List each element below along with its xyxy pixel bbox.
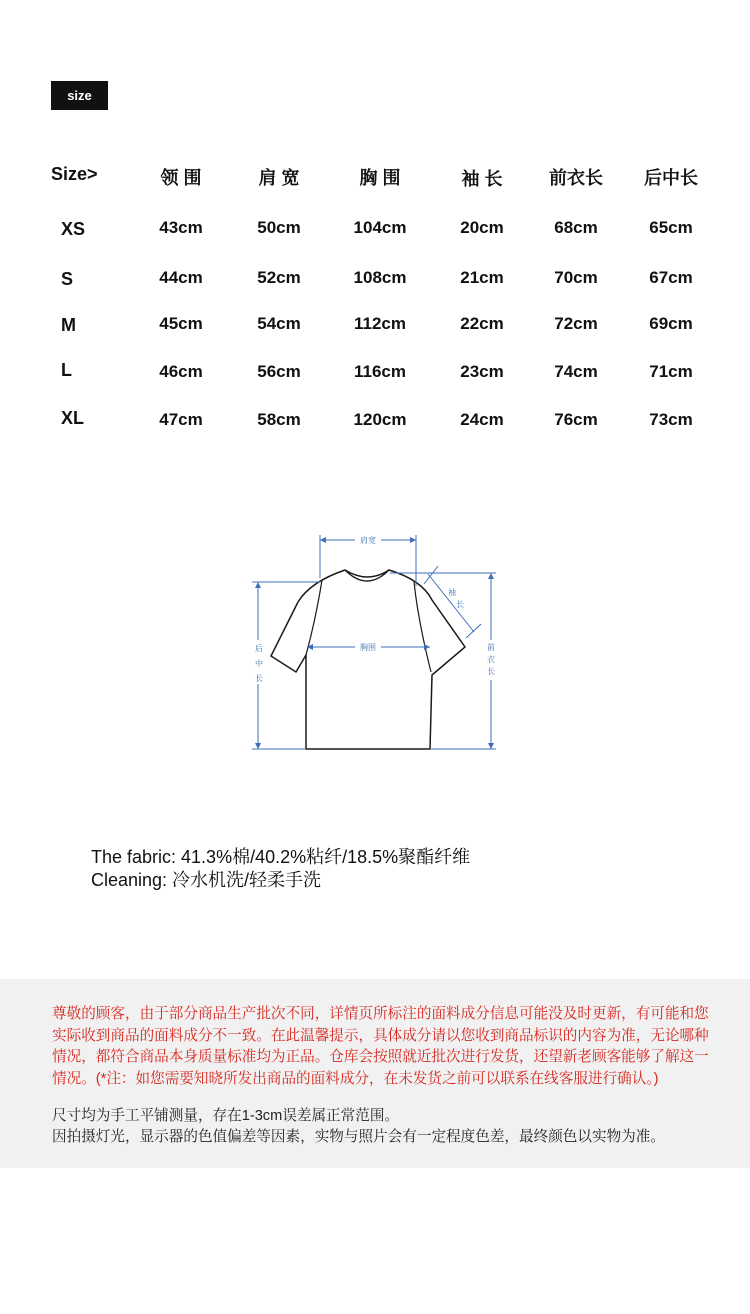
table-row-size: M: [61, 315, 76, 335]
armhole-left: [306, 580, 322, 655]
tshirt-outline: [271, 570, 465, 749]
front-length-label-3: 长: [487, 667, 495, 676]
table-cell: 70cm: [554, 268, 598, 287]
table-cell: 20cm: [460, 218, 504, 237]
cleaning-instructions: Cleaning: 冷水机洗/轻柔手洗: [91, 870, 322, 890]
shoulder-label: 肩宽: [360, 536, 376, 545]
table-row-size: S: [61, 269, 74, 289]
back-length-label-3: 长: [255, 674, 263, 683]
header-shoulder: 肩 宽: [258, 168, 300, 188]
table-cell: 21cm: [460, 268, 504, 287]
table-cell: 69cm: [649, 314, 693, 333]
table-cell: 120cm: [353, 410, 407, 429]
table-cell: 43cm: [159, 218, 203, 237]
table-cell: 68cm: [554, 218, 598, 237]
sleeve-label-1: 袖: [448, 588, 456, 597]
notice-fabric-disclaimer: 尊敬的顾客，由于部分商品生产批次不同，详情页所标注的面料成分信息可能没及时更新，有可能和您实际收到商品的面料成分不一致。在此温馨提示，具体成分请以您收到商品标识的内容为准，无论哪种情况，都符合商品本身质量标准均为正品。仓库会按照就近批次进行发货，还望新老顾客能够了解这一情况。(*注：如您需要知晓所发出商品的面料成分，在未发货之前可以联系在线客服进行确认。): [52, 1006, 709, 1087]
table-cell: 54cm: [257, 314, 301, 333]
table-cell: 56cm: [257, 362, 301, 381]
table-row-size: XS: [61, 219, 86, 239]
armhole-right: [414, 582, 431, 672]
header-sleeve: 袖 长: [461, 169, 503, 189]
table-cell: 23cm: [460, 362, 504, 381]
table-cell: 76cm: [554, 410, 598, 429]
back-length-label-2: 中: [255, 659, 263, 668]
table-cell: 22cm: [460, 314, 504, 333]
table-cell: 71cm: [649, 362, 693, 381]
sleeve-label-2: 长: [456, 600, 464, 609]
header-back-length: 后中长: [644, 168, 698, 188]
tshirt-measurement-diagram: [250, 525, 500, 760]
header-size: Size>: [51, 164, 98, 184]
table-row-size: L: [61, 360, 72, 380]
table-cell: 58cm: [257, 410, 301, 429]
table-row-size: XL: [61, 408, 85, 428]
size-badge: size: [51, 81, 108, 110]
fabric-info: [91, 846, 470, 892]
table-cell: 24cm: [460, 410, 504, 429]
table-cell: 73cm: [649, 410, 693, 429]
table-cell: 104cm: [353, 218, 407, 237]
back-length-label-1: 后: [255, 644, 263, 653]
table-cell: 45cm: [159, 314, 203, 333]
table-cell: 50cm: [257, 218, 301, 237]
customer-notice: [0, 979, 750, 1168]
table-cell: 52cm: [257, 268, 301, 287]
table-cell: 67cm: [649, 268, 693, 287]
table-cell: 108cm: [353, 268, 407, 287]
front-length-label-2: 衣: [487, 655, 495, 664]
table-cell: 72cm: [554, 314, 598, 333]
table-cell: 46cm: [159, 362, 203, 381]
table-cell: 112cm: [354, 314, 406, 333]
table-cell: 116cm: [354, 362, 406, 381]
table-cell: 74cm: [554, 362, 598, 381]
header-front-length: 前衣长: [549, 168, 603, 188]
table-cell: 44cm: [159, 268, 203, 287]
table-cell: 47cm: [159, 410, 203, 429]
table-cell: 65cm: [649, 218, 693, 237]
notice-measurement-tolerance: 尺寸均为手工平铺测量，存在1-3cm误差属正常范围。: [52, 1108, 400, 1124]
notice-color-difference: 因拍摄灯光，显示器的色值偏差等因素，实物与照片会有一定程度色差，最终颜色以实物为准。: [52, 1129, 665, 1145]
collar-line: [345, 570, 389, 581]
fabric-composition: The fabric: 41.3%棉/40.2%粘纤/18.5%聚酯纤维: [91, 847, 471, 867]
chest-label: 胸围: [360, 643, 376, 652]
header-chest: 胸 围: [359, 168, 401, 188]
header-collar: 领 围: [160, 168, 202, 188]
front-length-label-1: 前: [487, 643, 495, 652]
